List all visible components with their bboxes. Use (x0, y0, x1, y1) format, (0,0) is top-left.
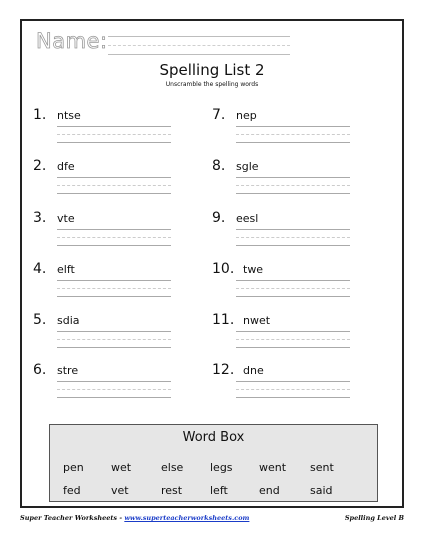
scrambled-word: ntse (57, 109, 81, 122)
word-box-word: else (161, 461, 184, 474)
spelling-item-3 (33, 210, 173, 260)
spelling-item-7 (212, 107, 352, 157)
page-title: Spelling List 2 (159, 61, 265, 79)
item-number: 2. (33, 158, 47, 174)
item-number: 3. (33, 210, 47, 226)
name-field[interactable] (36, 31, 290, 55)
word-box-word: fed (63, 484, 81, 497)
item-number: 8. (212, 158, 226, 174)
item-number: 9. (212, 210, 226, 226)
spelling-item-9 (212, 210, 352, 260)
answer-line[interactable] (57, 229, 171, 230)
answer-line (57, 389, 171, 390)
footer-credit (20, 514, 249, 523)
spelling-item-2 (33, 158, 173, 208)
answer-line[interactable] (57, 280, 171, 281)
scrambled-word: nep (236, 109, 257, 122)
scrambled-word: elft (57, 263, 75, 276)
answer-line (57, 347, 171, 348)
spelling-item-4 (33, 261, 173, 311)
name-writing-line (108, 45, 290, 46)
footer-site-name: Super Teacher Worksheets - (20, 514, 125, 522)
spelling-item-10 (212, 261, 352, 311)
scrambled-word: sdia (57, 314, 80, 327)
answer-line[interactable] (236, 331, 350, 332)
item-number: 6. (33, 362, 47, 378)
answer-line (57, 339, 171, 340)
answer-line[interactable] (57, 381, 171, 382)
scrambled-word: dfe (57, 160, 75, 173)
answer-line (236, 296, 350, 297)
word-box (49, 424, 378, 502)
word-box-word: said (310, 484, 333, 497)
answer-line (57, 134, 171, 135)
word-box-word: sent (310, 461, 334, 474)
name-writing-line (108, 36, 290, 37)
word-box-word: rest (161, 484, 183, 497)
item-number: 4. (33, 261, 47, 277)
answer-line[interactable] (236, 126, 350, 127)
word-box-word: legs (210, 461, 233, 474)
answer-line (57, 397, 171, 398)
answer-line (57, 142, 171, 143)
answer-line (236, 237, 350, 238)
scrambled-word: eesl (236, 212, 259, 225)
name-writing-line (108, 54, 290, 55)
answer-line (236, 339, 350, 340)
answer-line (57, 237, 171, 238)
answer-line[interactable] (57, 331, 171, 332)
answer-line (236, 142, 350, 143)
answer-line[interactable] (236, 280, 350, 281)
answer-line (57, 288, 171, 289)
answer-line[interactable] (236, 381, 350, 382)
word-box-word: left (210, 484, 228, 497)
footer-level: Spelling Level B (344, 514, 404, 522)
name-label: Name: (36, 29, 108, 53)
answer-line[interactable] (236, 177, 350, 178)
scrambled-word: sgle (236, 160, 259, 173)
word-box-word: end (259, 484, 280, 497)
answer-line (236, 193, 350, 194)
answer-line[interactable] (57, 177, 171, 178)
word-box-title: Word Box (182, 430, 245, 445)
answer-line (236, 347, 350, 348)
spelling-item-11 (212, 312, 352, 362)
answer-line (57, 296, 171, 297)
spelling-item-8 (212, 158, 352, 208)
scrambled-word: dne (243, 364, 264, 377)
scrambled-word: stre (57, 364, 79, 377)
answer-line[interactable] (57, 126, 171, 127)
footer-website-link[interactable]: www.superteacherworksheets.com (124, 514, 250, 522)
item-number: 5. (33, 312, 47, 328)
answer-line (236, 245, 350, 246)
word-box-word: vet (111, 484, 129, 497)
item-number: 10. (212, 261, 235, 277)
spelling-item-5 (33, 312, 173, 362)
scrambled-word: twe (243, 263, 264, 276)
word-box-word: pen (63, 461, 84, 474)
answer-line (236, 134, 350, 135)
spelling-item-1 (33, 107, 173, 157)
answer-line (57, 245, 171, 246)
answer-line (57, 193, 171, 194)
scrambled-word: vte (57, 212, 75, 225)
answer-line (236, 389, 350, 390)
answer-line (236, 185, 350, 186)
answer-line (57, 185, 171, 186)
item-number: 12. (212, 362, 235, 378)
answer-line (236, 397, 350, 398)
spelling-item-12 (212, 362, 352, 412)
item-number: 1. (33, 107, 47, 123)
word-box-word: wet (111, 461, 132, 474)
item-number: 11. (212, 312, 235, 328)
page-subtitle: Unscramble the spelling words (165, 81, 259, 88)
answer-line[interactable] (236, 229, 350, 230)
answer-line (236, 288, 350, 289)
spelling-item-6 (33, 362, 173, 412)
worksheet-page (20, 19, 404, 508)
word-box-word: went (259, 461, 287, 474)
item-number: 7. (212, 107, 226, 123)
scrambled-word: nwet (243, 314, 271, 327)
